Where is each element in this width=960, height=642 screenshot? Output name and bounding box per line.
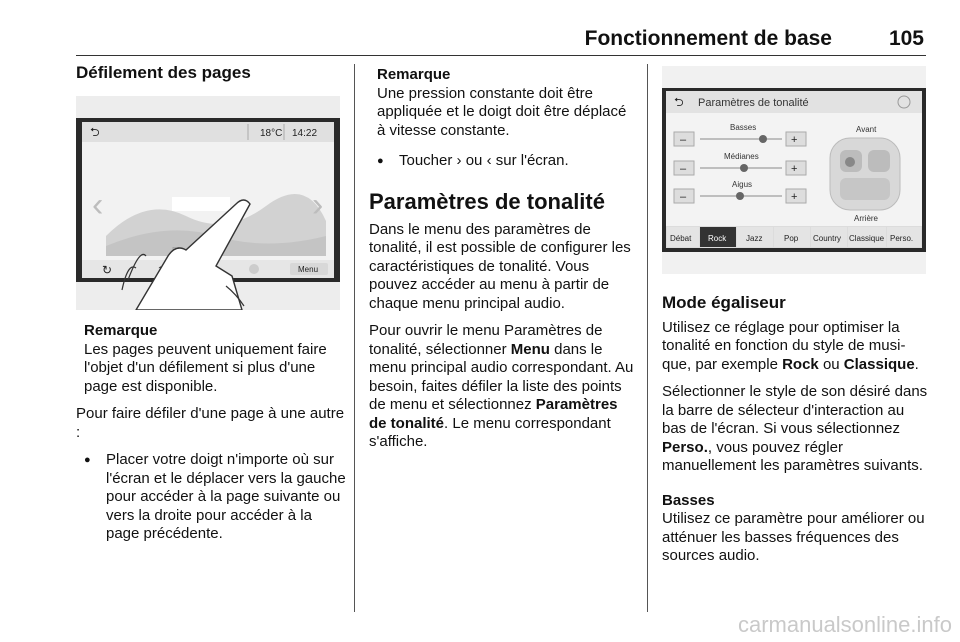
svg-text:Country: Country [813,234,842,243]
row-label: Aigus [732,180,753,189]
rear-label: Arrière [854,214,879,223]
balance-knob [845,157,855,167]
eq-mode-heading: Mode égaliseur [662,293,786,312]
svg-text:Pop: Pop [784,234,799,243]
tone-figure [662,66,926,274]
perso-keyword: Perso. [662,438,708,456]
svg-text:+: + [791,163,798,175]
svg-text:–: – [680,134,687,146]
svg-text:–: – [680,191,687,203]
slider-knob [759,135,767,143]
svg-text:–: – [680,163,687,175]
chevron-right-icon: › [456,152,462,169]
bullet-item: ● Placer votre doigt n'importe où sur l'écran et le déplacer vers la gauche pour accéder à la page suivante ou vers la droite pour accéder à la page précédente. [76,451,346,544]
tone-paragraph-2: Pour ouvrir le menu Paramètres de tonalité, sélectionner Menu dans le menu principal audio correspondant. Au besoin, faites défiler la liste des points de menu et sélectionnez Paramètres de tonalité. Le menu correspondant s'affiche. [369,322,634,450]
bullet-text-pre: Toucher [399,152,453,169]
column-2 [369,66,637,461]
eq-paragraph-1: Utilisez ce réglage pour optimiser la tonalité en fonction du style de musique, par exemple Rock ou Classique. [662,318,919,373]
svg-text:+: + [791,191,798,203]
drag-indicator [172,197,230,211]
note-box-1 [76,322,346,396]
section-title-tone-settings: Paramètres de tonalité [369,188,605,214]
eq-tabs [667,227,921,247]
note-text: Les pages peuvent uniquement faire l'objet d'un défilement si plus d'une page est disponible. [84,340,327,395]
eq-paragraph-2: Sélectionner le style de son désiré dans la barre de sélecteur d'interaction au bas de l'écran. Si vous sélectionnez Perso., vous pouvez régler manuellement les paramètres suivants. [662,383,928,474]
svg-text:+: + [791,134,798,146]
screen-title: Paramètres de tonalité [698,97,809,109]
note-box-2 [369,66,637,140]
column-3-text [662,294,928,575]
note-title: Remarque [377,66,451,83]
svg-text:Rock: Rock [708,234,727,243]
row-label: Médianes [724,152,759,161]
bullet-text-post: sur l'écran. [495,152,569,169]
back-icon: ⮌ [674,95,684,109]
temperature-text: 18°C [260,128,283,139]
bass-heading: Basses [662,491,715,509]
front-label: Avant [856,125,877,134]
svg-text:Jazz: Jazz [746,234,763,243]
slider-knob [736,192,744,200]
tone-settings-illustration [662,66,926,274]
rock-keyword: Rock [782,355,819,373]
chevron-right-icon: › [312,186,324,224]
bullet-list [369,152,637,171]
header-rule [76,55,926,56]
note-text: Une pression constante doit être appliquée et le doigt doit être déplacé à vitesse constante. [377,84,627,139]
bullet-text-mid: ou [465,152,483,169]
bullet-list [76,451,346,544]
scroll-illustration [76,96,340,310]
refresh-icon: ↻ [102,263,113,277]
tone-paragraph-1: Dans le menu des paramètres de tonalité, il est possible de configurer les caractéristiques de tonalité. Vous pouvez accéder au menu à partir de chaque menu principal audio. [369,220,631,312]
column-1-text [76,322,346,544]
bullet-item [369,152,637,171]
tone-settings-keyword: Paramètres de tonalité [369,396,618,432]
section-heading-scrolling: Défilement des pages [76,63,251,82]
column-1 [76,64,344,83]
classique-keyword: Classique [843,355,915,373]
column-divider-1 [354,64,355,612]
scroll-intro: Pour faire défiler d'une page à une autre : [76,405,345,441]
play-icon [249,264,259,274]
svg-text:Perso.: Perso. [890,234,914,243]
page-number: 105 [888,27,924,50]
page-header-title: Fonctionnement de base [584,27,832,50]
menu-keyword: Menu [510,340,550,358]
svg-text:Classique: Classique [849,234,885,243]
row-label: Basses [730,123,757,132]
slider-knob [740,164,748,172]
chevron-left-icon: ‹ [486,152,492,169]
column-divider-2 [647,64,648,612]
note-title: Remarque [84,322,158,339]
bass-text: Utilisez ce paramètre pour améliorer ou atténuer les basses fréquences des sources audio. [662,510,925,564]
svg-text:Débat: Débat [670,234,692,243]
scroll-figure [76,96,340,310]
chevron-left-icon: ‹ [92,186,104,224]
watermark: carmanualsonline.info [737,612,952,637]
time-text: 14:22 [292,128,318,139]
back-icon: ⮌ [90,125,100,139]
menu-label-figure: Menu [298,265,319,274]
